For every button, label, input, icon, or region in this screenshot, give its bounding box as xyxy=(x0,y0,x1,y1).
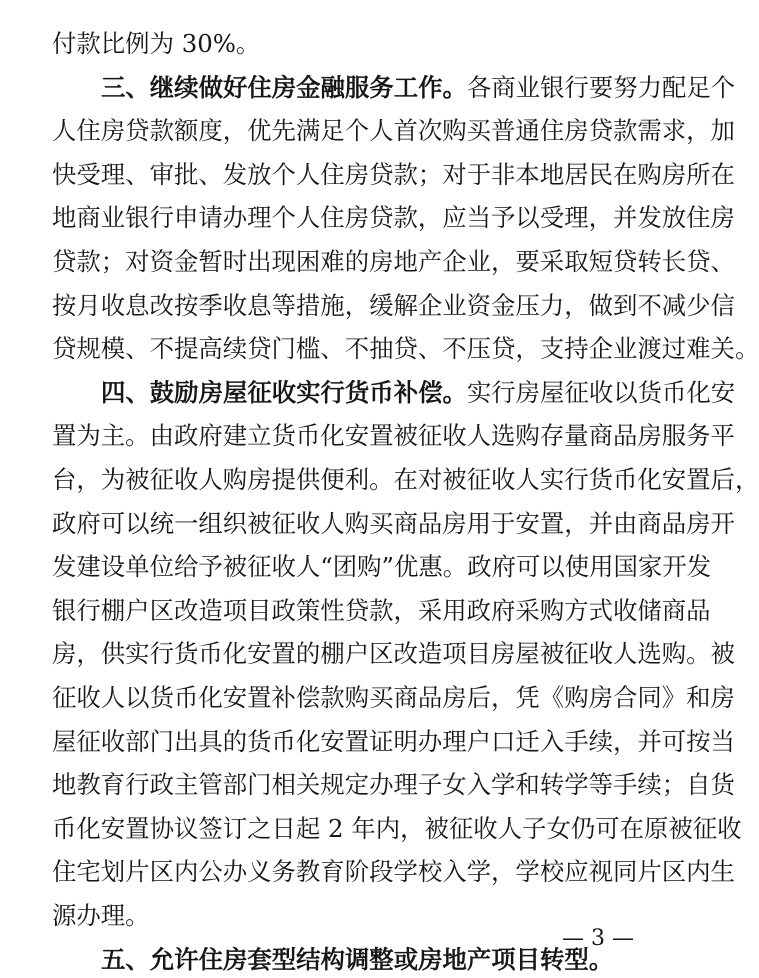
body-text-line xyxy=(52,331,759,367)
section-heading: 五、允许住房套型结构调整或房地产项目转型。 xyxy=(101,944,614,974)
line-text: 源办理。 xyxy=(52,901,150,930)
body-text-line xyxy=(52,200,735,236)
line-text: 贷款；对资金暂时出现困难的房地产企业，要采取短贷转长贷、 xyxy=(52,247,735,276)
page-number: — 3 — xyxy=(562,926,634,951)
body-text-line xyxy=(52,898,646,934)
line-text: 住宅划片区内公办义务教育阶段学校入学，学校应视同片区内生 xyxy=(52,857,735,887)
line-text: 房，供实行货币化安置的棚户区改造项目房屋被征收人选购。被 xyxy=(52,639,735,669)
line-text: 人住房贷款额度，优先满足个人首次购买普通住房贷款需求，加 xyxy=(52,116,735,146)
body-text-line xyxy=(52,549,712,585)
section-heading-line xyxy=(101,375,736,411)
line-text: 屋征收部门出具的货币化安置证明办理户口迁入手续，并可按当 xyxy=(52,726,735,756)
body-text-line xyxy=(52,26,646,62)
line-text: 各商业银行要努力配足个 xyxy=(466,72,736,102)
section-heading-line xyxy=(101,70,736,106)
body-text-line xyxy=(52,593,711,629)
body-text-line xyxy=(52,767,735,803)
line-text: 发建设单位给予被征收人“团购”优惠。政府可以使用国家开发 xyxy=(52,552,712,582)
body-text-line xyxy=(52,506,735,542)
body-text-line xyxy=(52,288,735,324)
body-text-line xyxy=(52,636,735,672)
line-text: 按月收息改按季收息等措施，缓解企业资金压力，做到不减少信 xyxy=(52,290,735,320)
body-text-line xyxy=(52,244,735,280)
line-text: 付款比例为 30%。 xyxy=(52,29,261,58)
body-text-line xyxy=(52,157,735,193)
body-text-line xyxy=(52,854,735,890)
body-text-line xyxy=(52,113,735,149)
body-text-line xyxy=(52,462,759,498)
line-text: 地商业银行申请办理个人住房贷款，应当予以受理，并发放住房 xyxy=(52,203,735,233)
body-text-line xyxy=(52,724,735,760)
body-text-line xyxy=(52,680,735,716)
line-text: 置为主。由政府建立货币化安置被征收人选购存量商品房服务平 xyxy=(52,421,735,451)
body-text-line xyxy=(52,418,735,454)
line-text: 台，为被征收人购房提供便利。在对被征收人实行货币化安置后， xyxy=(52,465,759,494)
section-heading: 三、继续做好住房金融服务工作。 xyxy=(101,72,467,102)
line-text: 贷规模、不提高续贷门槛、不抽贷、不压贷，支持企业渡过难关。 xyxy=(52,334,759,364)
line-text: 政府可以统一组织被征收人购买商品房用于安置，并由商品房开 xyxy=(52,508,735,538)
line-text: 快受理、审批、发放个人住房贷款；对于非本地居民在购房所在 xyxy=(52,159,735,189)
line-text: 征收人以货币化安置补偿款购买商品房后，凭《购房合同》和房 xyxy=(52,683,735,712)
body-text-line xyxy=(52,811,742,847)
line-text: 币化安置协议签订之日起 2 年内，被征收人子女仍可在原被征收 xyxy=(52,813,742,843)
line-text: 银行棚户区改造项目政策性贷款，采用政府采购方式收储商品 xyxy=(52,595,711,625)
line-text: 实行房屋征收以货币化安 xyxy=(466,377,736,407)
section-heading: 四、鼓励房屋征收实行货币补偿。 xyxy=(101,377,467,407)
line-text: 地教育行政主管部门相关规定办理子女入学和转学等手续；自货 xyxy=(52,770,735,800)
